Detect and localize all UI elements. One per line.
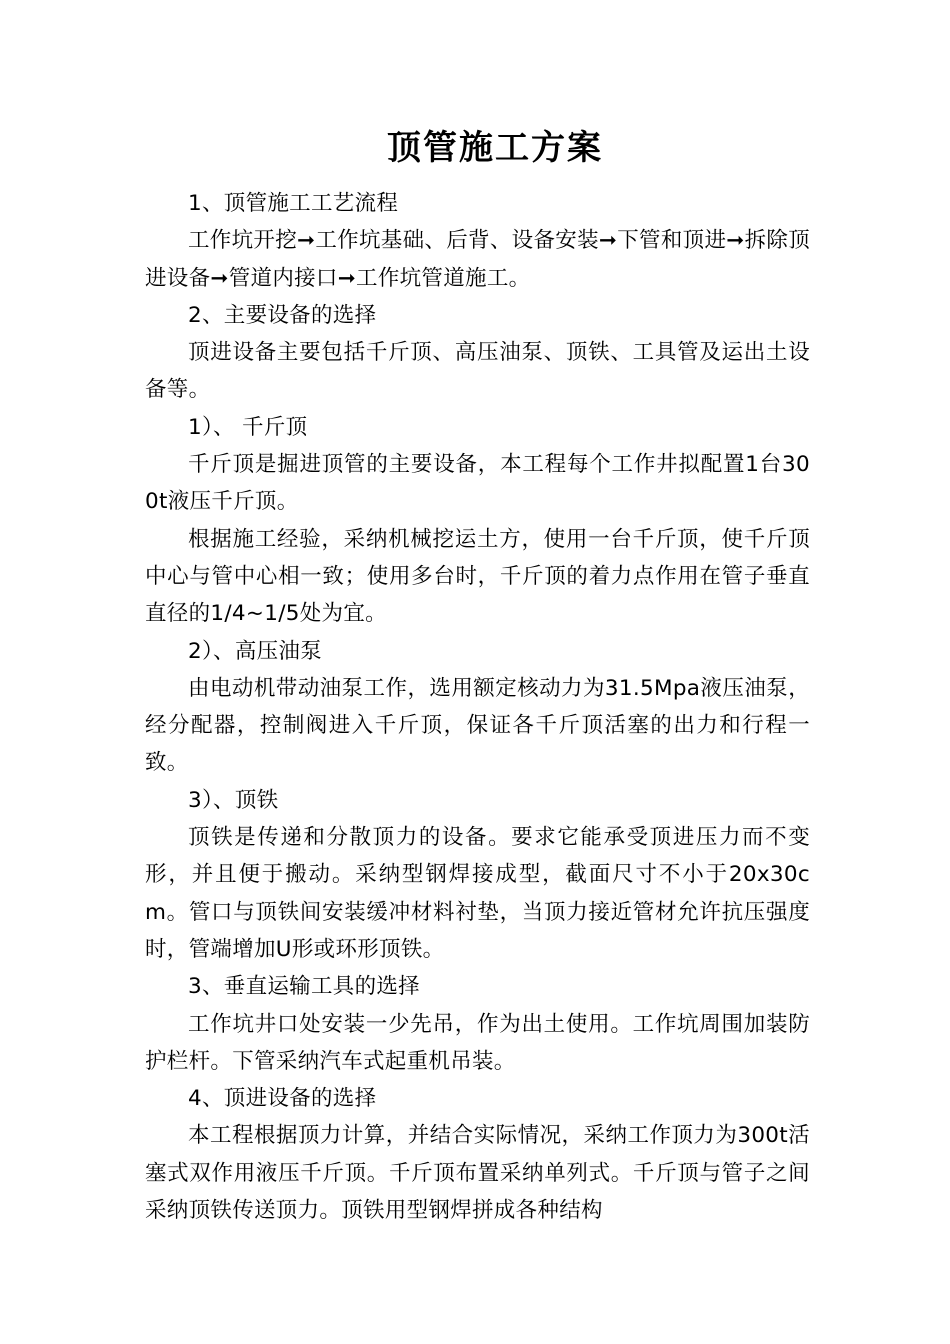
subsection-heading: 2）、高压油泵 [188,638,323,664]
section-heading: 3、垂直运输工具的选择 [188,974,420,1000]
paragraph: 根据施工经验，采纳机械挖运土方，使用一台千斤顶，使千斤顶中心与管中心相一致；使用多台时，千斤顶的着力点作用在管子垂直直径的1/4~1/5处为宜。 [145,526,810,627]
section-heading: 1、顶管施工工艺流程 [188,191,399,216]
subsection-heading: 1）、 千斤顶 [188,414,308,440]
paragraph: 本工程根据顶力计算，并结合实际情况，采纳工作顶力为300t活塞式双作用液压千斤顶。千斤顶布置采纳单列式。千斤顶与管子之间采纳顶铁传送顶力。顶铁用型钢焊拼成各种结构 [145,1123,810,1224]
paragraph: 千斤顶是掘进顶管的主要设备，本工程每个工作井拟配置1台300t液压千斤顶。 [145,452,810,515]
paragraph: 顶进设备主要包括千斤顶、高压油泵、顶铁、工具管及运出土设备等。 [145,340,810,403]
subsection-heading: 3）、顶铁 [188,787,279,813]
paragraph: 工作坑开挖➞工作坑基础、后背、设备安装➞下管和顶进➞拆除顶进设备➞管道内接口➞工作坑管道施工。 [145,228,810,291]
document-body [145,185,810,1229]
page-title: 顶管施工方案 [387,128,603,168]
paragraph: 顶铁是传递和分散顶力的设备。要求它能承受顶进压力而不变形，并且便于搬动。采纳型钢焊接成型，截面尺寸不小于20x30cm。管口与顶铁间安装缓冲材料衬垫，当顶力接近管材允许抗压强度时，管端增加U形或环形顶铁。 [145,825,810,962]
section-heading: 2、主要设备的选择 [188,302,377,328]
paragraph: 由电动机带动油泵工作，选用额定核动力为31.5Mpa液压油泵，经分配器，控制阀进入千斤顶，保证各千斤顶活塞的出力和行程一致。 [145,675,810,776]
paragraph: 工作坑井口处安装一少先吊，作为出土使用。工作坑周围加装防护栏杆。下管采纳汽车式起重机吊装。 [145,1011,810,1074]
section-heading: 4、顶进设备的选择 [188,1086,377,1112]
